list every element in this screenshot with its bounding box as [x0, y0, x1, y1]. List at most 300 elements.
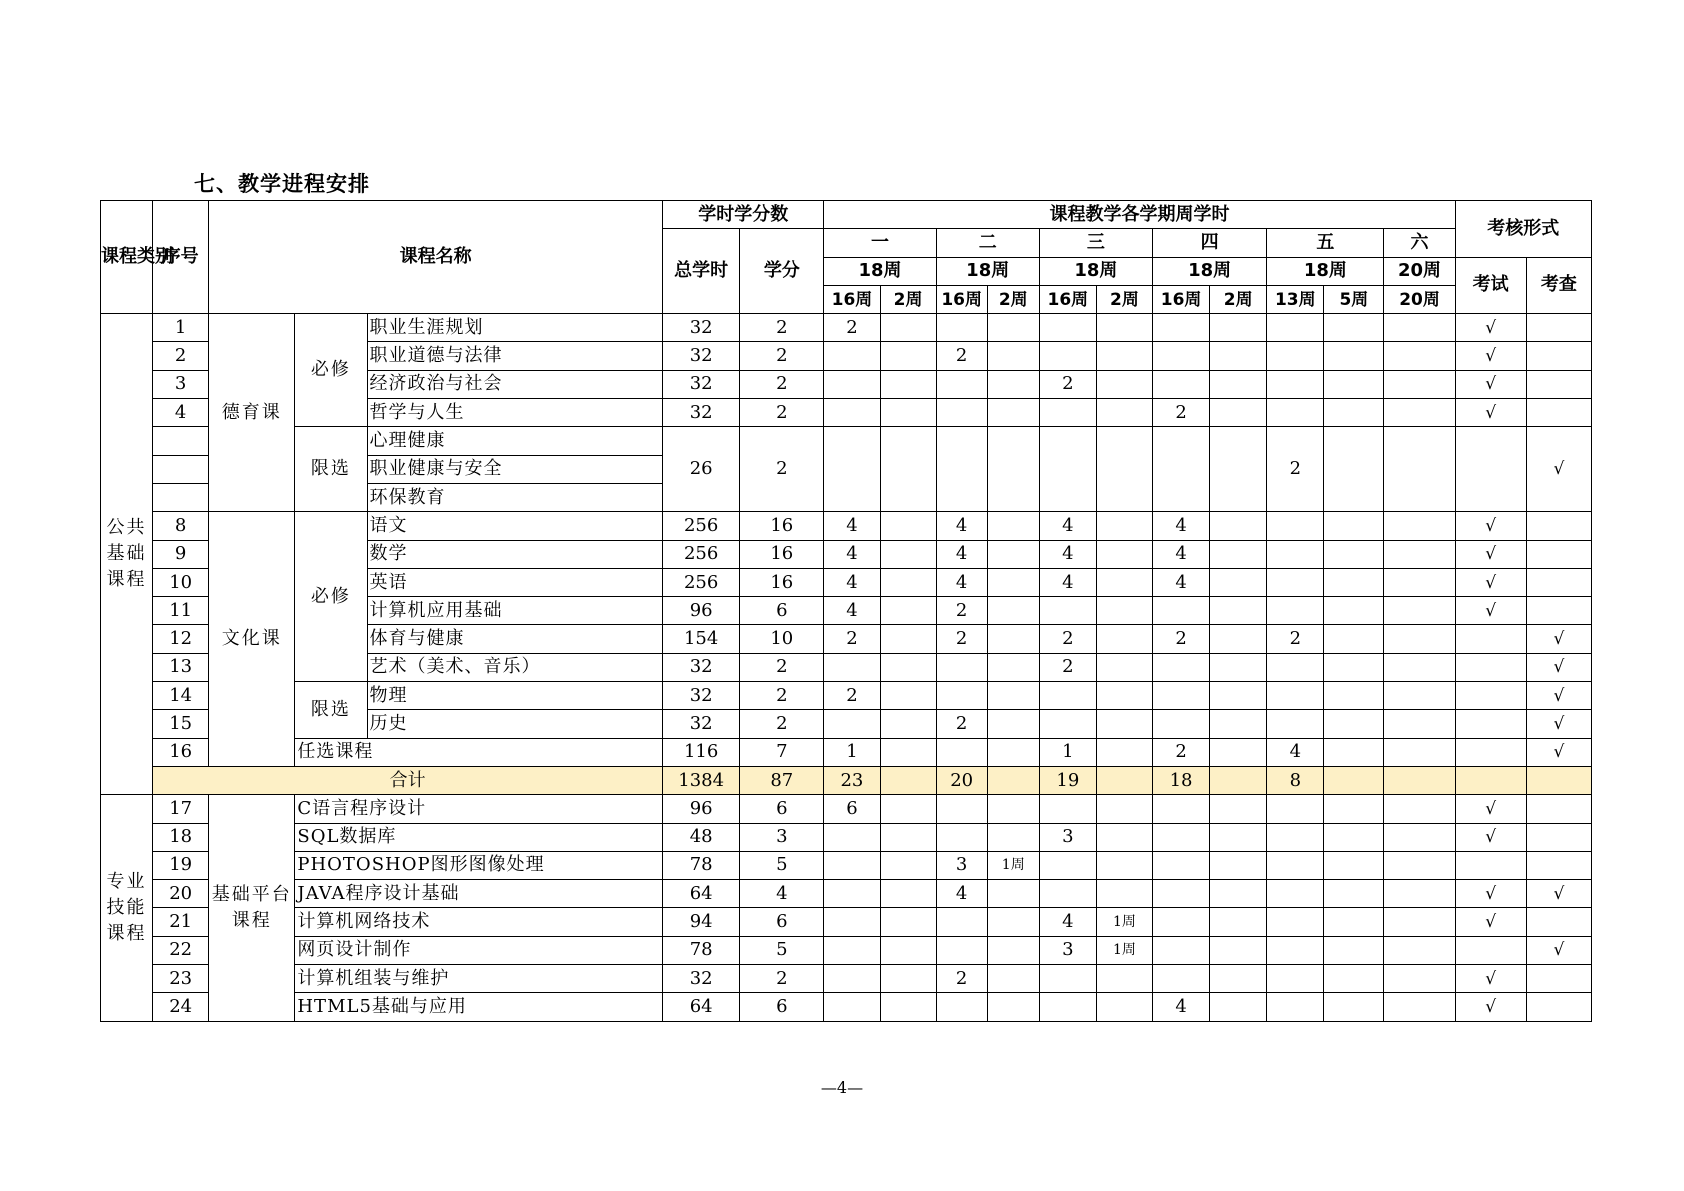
course-name: 职业生涯规划 [367, 314, 663, 342]
weekly-hours-cell [880, 710, 936, 738]
weekly-hours-cell [987, 540, 1039, 568]
weekly-hours-cell [936, 936, 987, 964]
weekly-hours-cell [880, 342, 936, 370]
exam-mark: √ [1455, 314, 1526, 342]
row-seq: 20 [153, 880, 209, 908]
credits: 2 [740, 965, 824, 993]
weekly-hours-cell [1384, 936, 1455, 964]
row-seq: 15 [153, 710, 209, 738]
check-mark [1526, 342, 1591, 370]
weekly-hours-cell [1039, 427, 1096, 512]
course-name: 环保教育 [367, 483, 663, 511]
weekly-hours-cell: 3 [936, 851, 987, 879]
weekly-hours-cell: 4 [824, 540, 880, 568]
weekly-hours-cell [1210, 512, 1267, 540]
weekly-hours-cell: 1周 [987, 851, 1039, 879]
weekly-hours-cell [1039, 880, 1096, 908]
weekly-hours-cell [1384, 370, 1455, 398]
course-name: 语文 [367, 512, 663, 540]
course-name: SQL数据库 [295, 823, 663, 851]
header-assessment: 考核形式 [1455, 201, 1591, 258]
weekly-hours-cell [1153, 823, 1210, 851]
weekly-hours-cell [1153, 342, 1210, 370]
type-limited: 限选 [295, 682, 367, 739]
weekly-hours-cell [1384, 965, 1455, 993]
weekly-hours-cell [880, 512, 936, 540]
weekly-hours-cell [1039, 851, 1096, 879]
course-name: 艺术（美术、音乐） [367, 653, 663, 681]
weekly-hours-cell [1324, 653, 1384, 681]
weekly-hours-cell [1039, 597, 1096, 625]
weekly-hours-cell [987, 512, 1039, 540]
weekly-hours-cell [936, 908, 987, 936]
weekly-hours-cell [936, 993, 987, 1021]
weekly-hours-cell [1384, 795, 1455, 823]
weekly-hours-cell [936, 795, 987, 823]
course-name: C语言程序设计 [295, 795, 663, 823]
weekly-hours-cell [1210, 710, 1267, 738]
total-hours: 32 [663, 710, 740, 738]
page-number: —4— [820, 1078, 864, 1097]
table-row [101, 936, 1592, 964]
weekly-hours-cell [1324, 682, 1384, 710]
table-row [101, 427, 1592, 455]
weekly-hours-cell: 4 [824, 597, 880, 625]
weekly-hours-cell [880, 314, 936, 342]
exam-mark: √ [1455, 993, 1526, 1021]
header-semester-6: 六 [1384, 229, 1455, 257]
credits: 16 [740, 540, 824, 568]
exam-mark [1455, 427, 1526, 512]
header-credits: 学分 [740, 229, 824, 314]
table-row [101, 993, 1592, 1021]
row-seq: 12 [153, 625, 209, 653]
weekly-hours-cell [987, 936, 1039, 964]
course-name: 数学 [367, 540, 663, 568]
exam-mark [1455, 625, 1526, 653]
header-semester-4-weeks: 18周 [1153, 257, 1267, 285]
weekly-hours-cell: 4 [936, 880, 987, 908]
weekly-hours-cell [1324, 370, 1384, 398]
check-mark: √ [1526, 625, 1591, 653]
row-seq: 19 [153, 851, 209, 879]
weekly-hours-cell [1096, 823, 1152, 851]
weekly-hours-cell [1039, 710, 1096, 738]
weekly-hours-cell [1324, 540, 1384, 568]
weekly-hours-cell [824, 399, 880, 427]
header-sub-week: 13周 [1267, 285, 1324, 313]
table-row [101, 880, 1592, 908]
plan-body [101, 314, 1592, 1021]
weekly-hours-cell [987, 766, 1039, 794]
weekly-hours-cell: 2 [824, 314, 880, 342]
row-seq: 11 [153, 597, 209, 625]
total-hours: 96 [663, 795, 740, 823]
total-hours: 32 [663, 682, 740, 710]
weekly-hours-cell [987, 965, 1039, 993]
weekly-hours-cell [1153, 682, 1210, 710]
type-required: 必修 [295, 512, 367, 682]
weekly-hours-cell [1210, 653, 1267, 681]
weekly-hours-cell [1210, 738, 1267, 766]
weekly-hours-cell [987, 710, 1039, 738]
credits: 2 [740, 399, 824, 427]
weekly-hours-cell [1384, 823, 1455, 851]
weekly-hours-cell: 2 [1153, 399, 1210, 427]
weekly-hours-cell [1210, 936, 1267, 964]
total-hours: 256 [663, 540, 740, 568]
check-mark [1526, 597, 1591, 625]
weekly-hours-cell: 2 [936, 965, 987, 993]
weekly-hours-cell [1384, 766, 1455, 794]
check-mark [1526, 795, 1591, 823]
total-hours: 116 [663, 738, 740, 766]
check-mark [1526, 399, 1591, 427]
weekly-hours-cell [1267, 314, 1324, 342]
header-semester-6-weeks: 20周 [1384, 257, 1455, 285]
weekly-hours-cell [1096, 370, 1152, 398]
total-hours: 78 [663, 936, 740, 964]
weekly-hours-cell: 4 [824, 512, 880, 540]
weekly-hours-cell [824, 851, 880, 879]
weekly-hours-cell [1210, 682, 1267, 710]
weekly-hours-cell [1324, 597, 1384, 625]
weekly-hours-cell [1384, 710, 1455, 738]
header-semester-3: 三 [1039, 229, 1152, 257]
weekly-hours-cell [880, 427, 936, 512]
weekly-hours-cell [987, 597, 1039, 625]
weekly-hours-cell [1096, 568, 1152, 596]
row-seq: 23 [153, 965, 209, 993]
weekly-hours-cell [1384, 993, 1455, 1021]
check-mark: √ [1526, 653, 1591, 681]
weekly-hours-cell [987, 823, 1039, 851]
course-name: 计算机应用基础 [367, 597, 663, 625]
credits: 10 [740, 625, 824, 653]
weekly-hours-cell [936, 823, 987, 851]
weekly-hours-cell: 18 [1153, 766, 1210, 794]
weekly-hours-cell: 1周 [1096, 908, 1152, 936]
header-semester-5: 五 [1267, 229, 1384, 257]
exam-mark [1455, 710, 1526, 738]
weekly-hours-cell: 2 [824, 625, 880, 653]
header-semester-2-weeks: 18周 [936, 257, 1039, 285]
weekly-hours-cell [1384, 682, 1455, 710]
check-mark: √ [1526, 936, 1591, 964]
weekly-hours-cell [1324, 625, 1384, 653]
exam-mark [1455, 653, 1526, 681]
total-hours: 32 [663, 965, 740, 993]
table-row [101, 823, 1592, 851]
weekly-hours-cell [1153, 936, 1210, 964]
header-semester-1-weeks: 18周 [824, 257, 936, 285]
check-mark [1526, 993, 1591, 1021]
row-seq: 13 [153, 653, 209, 681]
weekly-hours-cell [987, 370, 1039, 398]
weekly-hours-cell [1324, 512, 1384, 540]
weekly-hours-cell [1267, 851, 1324, 879]
weekly-hours-cell [824, 823, 880, 851]
weekly-hours-cell [1324, 568, 1384, 596]
course-name: HTML5基础与应用 [295, 993, 663, 1021]
header-sub-week: 5周 [1324, 285, 1384, 313]
weekly-hours-cell [1096, 653, 1152, 681]
weekly-hours-cell [1324, 993, 1384, 1021]
weekly-hours-cell: 4 [1153, 512, 1210, 540]
weekly-hours-cell [880, 936, 936, 964]
weekly-hours-cell: 4 [1039, 908, 1096, 936]
total-hours: 1384 [663, 766, 740, 794]
weekly-hours-cell: 2 [936, 625, 987, 653]
weekly-hours-cell [1267, 993, 1324, 1021]
weekly-hours-cell [987, 682, 1039, 710]
weekly-hours-cell: 4 [936, 568, 987, 596]
total-hours: 94 [663, 908, 740, 936]
header-total-hours: 总学时 [663, 229, 740, 314]
weekly-hours-cell [880, 795, 936, 823]
check-mark [1526, 965, 1591, 993]
weekly-hours-cell [880, 851, 936, 879]
weekly-hours-cell [1096, 625, 1152, 653]
weekly-hours-cell [1324, 314, 1384, 342]
weekly-hours-cell: 4 [1153, 568, 1210, 596]
weekly-hours-cell [1096, 795, 1152, 823]
weekly-hours-cell [824, 370, 880, 398]
check-mark: √ [1526, 427, 1591, 512]
weekly-hours-cell: 1 [824, 738, 880, 766]
weekly-hours-cell [1384, 512, 1455, 540]
weekly-hours-cell: 2 [1267, 427, 1324, 512]
table-row [101, 795, 1592, 823]
weekly-hours-cell [1096, 851, 1152, 879]
credits: 2 [740, 710, 824, 738]
section-title: 七、教学进程安排 [194, 172, 370, 196]
weekly-hours-cell [1210, 823, 1267, 851]
weekly-hours-cell [1153, 710, 1210, 738]
header-exam: 考试 [1455, 257, 1526, 314]
weekly-hours-cell: 2 [936, 597, 987, 625]
weekly-hours-cell [1153, 370, 1210, 398]
weekly-hours-cell [824, 993, 880, 1021]
total-hours: 26 [663, 427, 740, 512]
weekly-hours-cell [987, 908, 1039, 936]
total-hours: 256 [663, 512, 740, 540]
group-platform: 基础平台课程 [209, 795, 295, 1021]
weekly-hours-cell [880, 993, 936, 1021]
weekly-hours-cell: 8 [1267, 766, 1324, 794]
check-mark [1526, 851, 1591, 879]
weekly-hours-cell: 19 [1039, 766, 1096, 794]
weekly-hours-cell: 2 [936, 710, 987, 738]
category-professional: 专业技能课程 [101, 795, 153, 1021]
header-semester-3-weeks: 18周 [1039, 257, 1152, 285]
total-hours: 78 [663, 851, 740, 879]
exam-mark: √ [1455, 597, 1526, 625]
exam-mark: √ [1455, 880, 1526, 908]
weekly-hours-cell [1267, 880, 1324, 908]
weekly-hours-cell [936, 427, 987, 512]
header-semester-1: 一 [824, 229, 936, 257]
weekly-hours-cell [1039, 795, 1096, 823]
weekly-hours-cell [1096, 314, 1152, 342]
weekly-hours-cell [987, 399, 1039, 427]
weekly-hours-cell [987, 880, 1039, 908]
weekly-hours-cell [1096, 427, 1152, 512]
weekly-hours-cell: 2 [1267, 625, 1324, 653]
check-mark [1526, 823, 1591, 851]
course-name: 计算机网络技术 [295, 908, 663, 936]
weekly-hours-cell [1039, 314, 1096, 342]
row-seq: 24 [153, 993, 209, 1021]
weekly-hours-cell [1153, 597, 1210, 625]
exam-mark: √ [1455, 399, 1526, 427]
credits: 2 [740, 653, 824, 681]
weekly-hours-cell [880, 682, 936, 710]
exam-mark [1455, 766, 1526, 794]
weekly-hours-cell: 4 [1153, 993, 1210, 1021]
weekly-hours-cell [880, 653, 936, 681]
weekly-hours-cell [824, 710, 880, 738]
total-hours: 32 [663, 314, 740, 342]
check-mark [1526, 568, 1591, 596]
course-name: 哲学与人生 [367, 399, 663, 427]
weekly-hours-cell [1324, 880, 1384, 908]
category-public: 公共基础课程 [101, 314, 153, 795]
header-sub-week: 16周 [1039, 285, 1096, 313]
weekly-hours-cell [1210, 568, 1267, 596]
check-mark: √ [1526, 710, 1591, 738]
weekly-hours-cell [987, 653, 1039, 681]
course-name: 英语 [367, 568, 663, 596]
weekly-hours-cell [987, 625, 1039, 653]
weekly-hours-cell [824, 965, 880, 993]
weekly-hours-cell: 6 [824, 795, 880, 823]
weekly-hours-cell [1153, 965, 1210, 993]
weekly-hours-cell [1384, 653, 1455, 681]
weekly-hours-cell [1210, 965, 1267, 993]
weekly-hours-cell: 4 [1039, 512, 1096, 540]
exam-mark [1455, 851, 1526, 879]
weekly-hours-cell [1153, 427, 1210, 512]
weekly-hours-cell: 4 [936, 540, 987, 568]
header-hours-credits: 学时学分数 [663, 201, 824, 229]
weekly-hours-cell [1267, 540, 1324, 568]
row-seq [153, 455, 209, 483]
check-mark [1526, 766, 1591, 794]
total-hours: 32 [663, 370, 740, 398]
exam-mark: √ [1455, 795, 1526, 823]
header-sub-week: 2周 [1096, 285, 1152, 313]
weekly-hours-cell [1324, 342, 1384, 370]
weekly-hours-cell [1384, 568, 1455, 596]
weekly-hours-cell [1153, 908, 1210, 936]
table-row [101, 682, 1592, 710]
weekly-hours-cell [1324, 399, 1384, 427]
total-hours: 48 [663, 823, 740, 851]
credits: 7 [740, 738, 824, 766]
course-name: 历史 [367, 710, 663, 738]
weekly-hours-cell [987, 993, 1039, 1021]
exam-mark [1455, 936, 1526, 964]
weekly-hours-cell [1210, 880, 1267, 908]
total-row [101, 766, 1592, 794]
weekly-hours-cell [1324, 766, 1384, 794]
weekly-hours-cell [1267, 597, 1324, 625]
credits: 16 [740, 512, 824, 540]
weekly-hours-cell: 4 [1153, 540, 1210, 568]
weekly-hours-cell [1267, 370, 1324, 398]
weekly-hours-cell [1210, 342, 1267, 370]
credits: 6 [740, 908, 824, 936]
weekly-hours-cell [1210, 625, 1267, 653]
course-name: 职业道德与法律 [367, 342, 663, 370]
row-seq [153, 427, 209, 455]
exam-mark: √ [1455, 965, 1526, 993]
course-name: JAVA程序设计基础 [295, 880, 663, 908]
weekly-hours-cell: 23 [824, 766, 880, 794]
weekly-hours-cell [1210, 427, 1267, 512]
weekly-hours-cell [880, 880, 936, 908]
weekly-hours-cell [880, 965, 936, 993]
type-required: 必修 [295, 314, 367, 427]
weekly-hours-cell [880, 568, 936, 596]
credits: 87 [740, 766, 824, 794]
weekly-hours-cell [1384, 540, 1455, 568]
row-seq: 21 [153, 908, 209, 936]
weekly-hours-cell [1210, 597, 1267, 625]
row-seq: 9 [153, 540, 209, 568]
weekly-hours-cell [987, 427, 1039, 512]
weekly-hours-cell [1267, 399, 1324, 427]
weekly-hours-cell [1267, 342, 1324, 370]
credits: 6 [740, 993, 824, 1021]
exam-mark: √ [1455, 823, 1526, 851]
header-course-name: 课程名称 [209, 201, 663, 314]
weekly-hours-cell: 2 [1039, 625, 1096, 653]
weekly-hours-cell [1267, 682, 1324, 710]
weekly-hours-cell [880, 399, 936, 427]
weekly-hours-cell [880, 823, 936, 851]
weekly-hours-cell [1039, 342, 1096, 370]
weekly-hours-cell: 3 [1039, 936, 1096, 964]
group-moral: 德育课 [209, 314, 295, 512]
credits: 3 [740, 823, 824, 851]
total-hours: 64 [663, 880, 740, 908]
row-seq [153, 483, 209, 511]
table-row [101, 512, 1592, 540]
weekly-hours-cell [1096, 965, 1152, 993]
weekly-hours-cell: 20 [936, 766, 987, 794]
header-seq: 序号 [153, 201, 209, 314]
weekly-hours-cell [1324, 851, 1384, 879]
weekly-hours-cell [1384, 427, 1455, 512]
weekly-hours-cell [1096, 682, 1152, 710]
check-mark [1526, 540, 1591, 568]
credits: 5 [740, 851, 824, 879]
weekly-hours-cell [1324, 823, 1384, 851]
check-mark: √ [1526, 682, 1591, 710]
weekly-hours-cell [1210, 851, 1267, 879]
weekly-hours-cell [987, 568, 1039, 596]
header-semester-4: 四 [1153, 229, 1267, 257]
row-seq: 2 [153, 342, 209, 370]
weekly-hours-cell: 2 [1153, 625, 1210, 653]
check-mark: √ [1526, 880, 1591, 908]
weekly-hours-cell [1039, 965, 1096, 993]
type-limited: 限选 [295, 427, 367, 512]
weekly-hours-cell [1267, 936, 1324, 964]
weekly-hours-cell [1267, 823, 1324, 851]
